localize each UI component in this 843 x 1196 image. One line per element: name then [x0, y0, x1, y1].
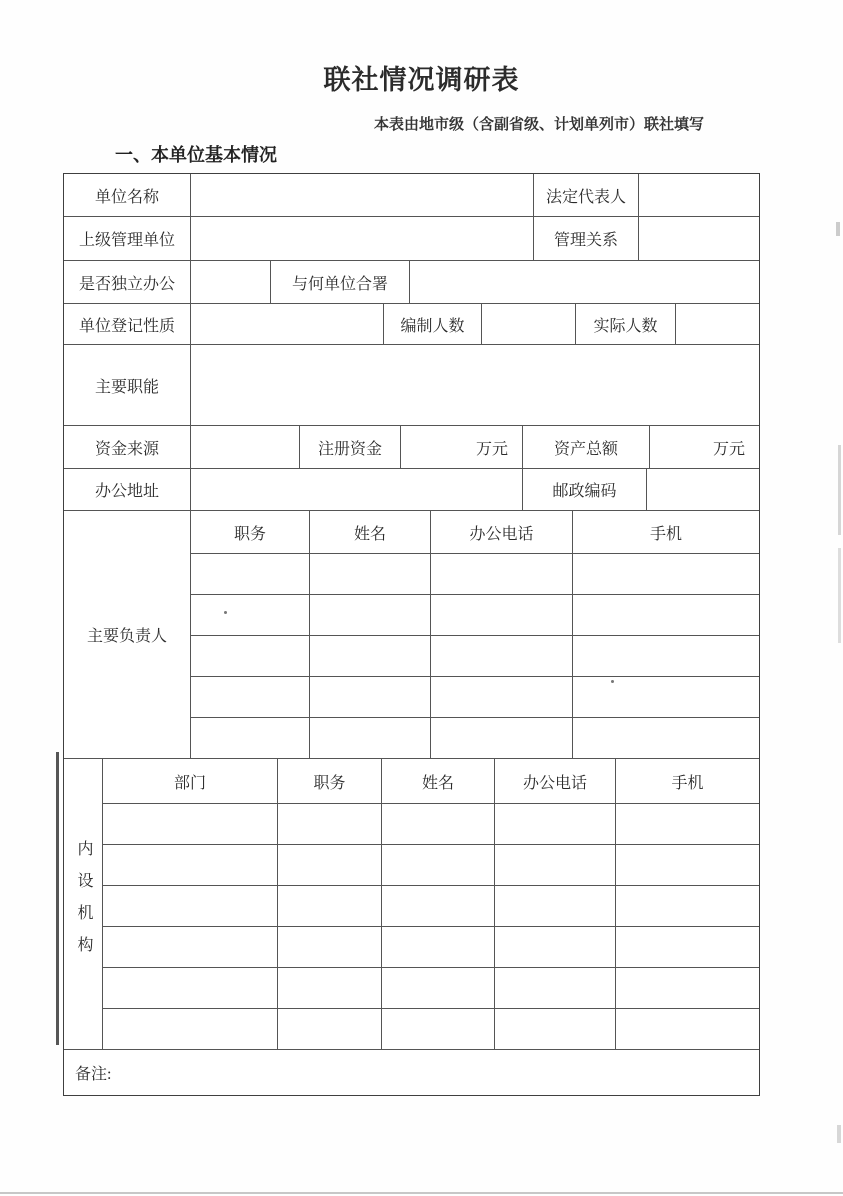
table-cell [191, 595, 310, 635]
table-cell [310, 554, 431, 594]
table-cell [431, 677, 573, 717]
table-cell [278, 804, 382, 844]
row-registration-type [64, 304, 759, 345]
postal-code-value-cell [647, 469, 759, 510]
table-cell [495, 886, 616, 926]
staff-quota-label: 编制人数 [384, 304, 482, 344]
total-assets-unit-cell: 万元 [712, 440, 745, 458]
shared-with-unit-value-cell [410, 261, 759, 303]
leaders-section [64, 511, 759, 759]
scan-artifact-bottom-edge [0, 1192, 843, 1194]
table-cell [310, 636, 431, 676]
internal-header-department: 部门 [103, 759, 278, 803]
internal-header-position: 职务 [278, 759, 382, 803]
leaders-table-row [191, 554, 759, 595]
actual-staff-label: 实际人数 [576, 304, 676, 344]
internal-orgs-vertical-text: 内设机构 [75, 840, 92, 968]
form-title: 联社情况调研表 [323, 65, 520, 95]
leaders-table-row [191, 636, 759, 677]
table-cell [382, 804, 495, 844]
registered-capital-unit-cell: 万元 [401, 426, 523, 468]
table-cell [495, 1009, 616, 1049]
row-independent-office [64, 261, 759, 304]
internal-orgs-table-row [103, 927, 759, 968]
table-cell [103, 1009, 278, 1049]
row-unit-name [64, 174, 759, 217]
table-cell [310, 595, 431, 635]
row-funding [64, 426, 759, 469]
office-address-label: 办公地址 [64, 469, 191, 510]
funding-source-label: 资金来源 [64, 426, 191, 468]
leaders-table-row [191, 718, 759, 758]
table-cell [495, 804, 616, 844]
table-cell [616, 804, 759, 844]
row-main-functions [64, 345, 759, 426]
internal-orgs-rows [103, 759, 759, 1049]
leaders-header-row [191, 511, 759, 554]
internal-orgs-header-row [103, 759, 759, 804]
superior-unit-label: 上级管理单位 [64, 217, 191, 260]
internal-orgs-section [64, 759, 759, 1050]
table-cell [278, 927, 382, 967]
table-cell [616, 968, 759, 1008]
table-cell [103, 927, 278, 967]
office-address-value-cell [191, 469, 523, 510]
main-functions-label: 主要职能 [64, 345, 191, 425]
management-relation-label: 管理关系 [534, 217, 639, 260]
table-cell [191, 677, 310, 717]
independent-office-label: 是否独立办公 [64, 261, 191, 303]
leaders-header-position: 职务 [191, 511, 310, 553]
table-cell [495, 845, 616, 885]
table-cell [103, 886, 278, 926]
table-cell [616, 845, 759, 885]
table-cell [573, 677, 759, 717]
table-cell [278, 968, 382, 1008]
scan-artifact-right-edge [836, 222, 840, 236]
table-cell [495, 927, 616, 967]
table-cell [573, 595, 759, 635]
section-heading: 一、本单位基本情况 [115, 145, 277, 165]
table-cell [103, 968, 278, 1008]
scan-artifact-right-edge [837, 1125, 841, 1143]
basic-info-table [63, 173, 760, 1096]
table-cell [278, 886, 382, 926]
scan-artifact-right-edge [838, 445, 841, 535]
table-cell [382, 927, 495, 967]
postal-code-label: 邮政编码 [523, 469, 647, 510]
leaders-table-row [191, 595, 759, 636]
registration-type-label: 单位登记性质 [64, 304, 191, 344]
row-office-address [64, 469, 759, 511]
table-cell [382, 845, 495, 885]
table-cell [573, 554, 759, 594]
table-cell [278, 1009, 382, 1049]
unit-name-label: 单位名称 [64, 174, 191, 216]
table-cell [382, 1009, 495, 1049]
staff-quota-value-cell [482, 304, 576, 344]
remarks-label: 备注: [75, 1066, 112, 1083]
internal-orgs-table-row [103, 804, 759, 845]
internal-header-office-phone: 办公电话 [495, 759, 616, 803]
legal-representative-label: 法定代表人 [534, 174, 639, 216]
table-cell [103, 845, 278, 885]
internal-orgs-table-row [103, 968, 759, 1009]
shared-with-unit-label: 与何单位合署 [271, 261, 410, 303]
table-cell [191, 718, 310, 758]
table-cell [310, 677, 431, 717]
remarks-row [64, 1050, 759, 1095]
internal-orgs-table-row [103, 886, 759, 927]
leaders-section-label: 主要负责人 [64, 511, 191, 758]
internal-orgs-section-label [64, 759, 103, 1049]
row-superior-unit [64, 217, 759, 261]
main-functions-value-cell [191, 345, 759, 425]
table-cell [278, 845, 382, 885]
internal-header-name: 姓名 [382, 759, 495, 803]
table-cell [191, 636, 310, 676]
table-cell [431, 595, 573, 635]
internal-orgs-table-row [103, 1009, 759, 1049]
management-relation-value-cell [639, 217, 759, 260]
table-cell [310, 718, 431, 758]
table-cell [616, 1009, 759, 1049]
leaders-rows [191, 511, 759, 758]
leaders-header-name: 姓名 [310, 511, 431, 553]
table-cell [573, 636, 759, 676]
table-cell [431, 718, 573, 758]
leaders-table-row [191, 677, 759, 718]
scan-artifact-right-edge [838, 548, 841, 643]
independent-office-value-cell [191, 261, 271, 303]
table-cell [431, 554, 573, 594]
internal-orgs-table-row [103, 845, 759, 886]
table-cell [616, 886, 759, 926]
table-cell [431, 636, 573, 676]
funding-source-value-cell [191, 426, 300, 468]
scan-artifact-left-edge [56, 752, 59, 1045]
table-cell [616, 927, 759, 967]
table-cell [573, 718, 759, 758]
form-subtitle: 本表由地市级（含副省级、计划单列市）联社填写 [374, 117, 705, 133]
table-cell [191, 554, 310, 594]
table-cell [495, 968, 616, 1008]
registration-type-value-cell [191, 304, 384, 344]
internal-header-mobile: 手机 [671, 774, 704, 792]
registered-capital-label: 注册资金 [300, 426, 401, 468]
table-cell [382, 968, 495, 1008]
total-assets-label: 资产总额 [523, 426, 650, 468]
table-cell [382, 886, 495, 926]
actual-staff-value-cell [676, 304, 759, 344]
leaders-header-mobile: 手机 [649, 525, 682, 543]
leaders-header-office-phone: 办公电话 [431, 511, 573, 553]
superior-unit-value-cell [191, 217, 534, 260]
legal-representative-value-cell [639, 174, 759, 216]
unit-name-value-cell [191, 174, 534, 216]
table-cell [103, 804, 278, 844]
